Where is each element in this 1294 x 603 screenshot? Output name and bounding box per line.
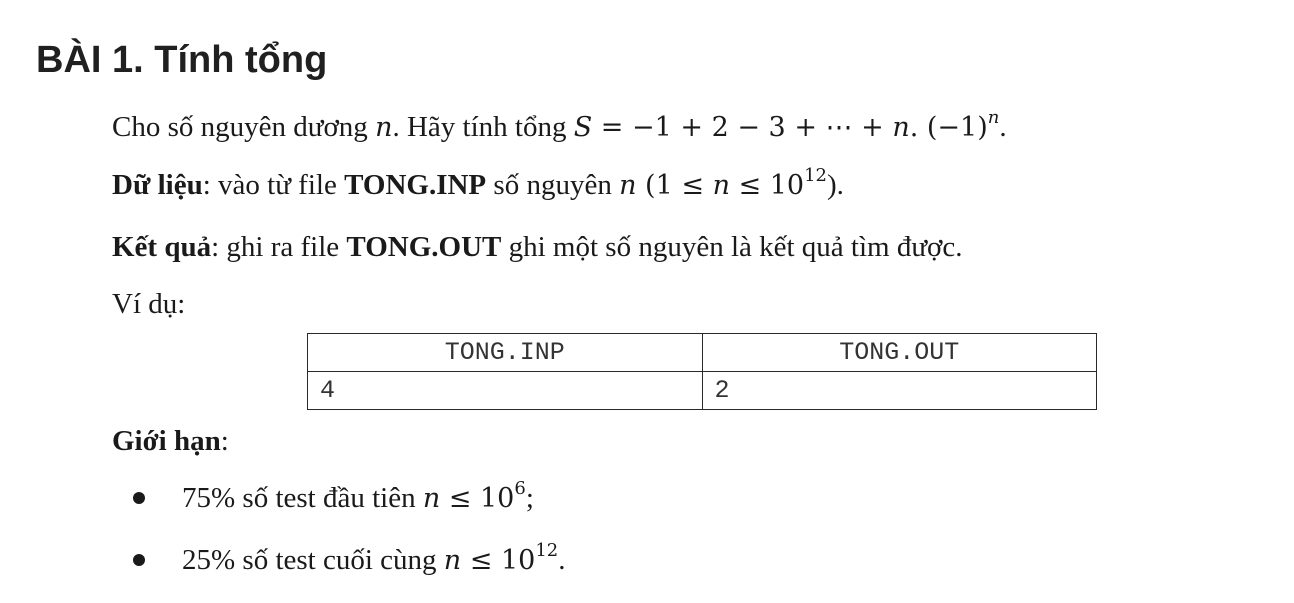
limit-exponent: 12 <box>535 540 559 561</box>
sample-table <box>307 333 1097 410</box>
problem-title: BÀI 1. Tính tổng <box>36 39 328 81</box>
problem-statement <box>112 107 1007 148</box>
output-label: Kết quả <box>112 231 212 263</box>
table-row <box>308 372 1097 410</box>
input-text: : vào từ file <box>202 169 345 201</box>
formula-rhs: −1 + 2 − 3 + ⋯ + <box>632 112 893 143</box>
constraint-exponent: 12 <box>804 165 828 186</box>
table-header-row <box>308 334 1097 372</box>
output-spec <box>112 227 963 267</box>
table-header-output: TONG.OUT <box>702 334 1097 372</box>
formula-eq: = <box>592 112 632 143</box>
statement-end: . <box>999 111 1007 143</box>
statement-text: Cho số nguyên dương <box>112 111 376 143</box>
limit-var: n <box>443 545 462 576</box>
limit-rel: ≤ 10 <box>440 483 515 514</box>
limit-text <box>182 478 534 519</box>
limit-formula <box>443 540 559 576</box>
limit-suffix: . <box>558 544 566 576</box>
limit-prefix: 75% số test đầu tiên <box>182 482 423 514</box>
sum-formula <box>573 107 1000 143</box>
var-n: n <box>619 170 637 201</box>
formula-lhs: S <box>573 112 593 143</box>
constraint-open: (1 ≤ <box>636 170 713 201</box>
limit-formula <box>422 478 526 514</box>
table-header-input: TONG.INP <box>308 334 703 372</box>
table-cell-input: 4 <box>308 372 703 410</box>
output-filename: TONG.OUT <box>346 231 502 263</box>
bullet-icon <box>133 554 145 566</box>
formula-n: n <box>892 112 910 143</box>
input-constraint <box>619 165 828 201</box>
limits-colon: : <box>220 425 229 457</box>
limits-label: Giới hạn <box>112 425 221 457</box>
limit-text <box>182 540 565 581</box>
statement-text: . Hãy tính tổng <box>392 111 574 143</box>
example-label: Ví dụ: <box>112 288 186 320</box>
input-spec <box>112 165 844 206</box>
limit-exponent: 6 <box>514 478 526 499</box>
formula-power-base: . (−1) <box>909 112 988 143</box>
bullet-icon <box>133 492 145 504</box>
constraint-rel: ≤ 10 <box>729 170 805 201</box>
constraint-end: ). <box>827 169 844 201</box>
var-n: n <box>375 112 393 143</box>
constraint-n: n <box>712 170 730 201</box>
limits-heading <box>112 421 229 461</box>
limit-prefix: 25% số test cuối cùng <box>182 544 444 576</box>
input-label: Dữ liệu <box>112 169 203 201</box>
limit-var: n <box>422 483 441 514</box>
input-filename: TONG.INP <box>344 169 487 201</box>
limit-rel: ≤ 10 <box>461 545 536 576</box>
input-text: số nguyên <box>486 169 620 201</box>
table-cell-output: 2 <box>702 372 1097 410</box>
limit-suffix: ; <box>525 482 534 514</box>
output-text: ghi một số nguyên là kết quả tìm được. <box>501 231 963 263</box>
output-text: : ghi ra file <box>211 231 347 263</box>
formula-exponent: n <box>987 107 1000 128</box>
